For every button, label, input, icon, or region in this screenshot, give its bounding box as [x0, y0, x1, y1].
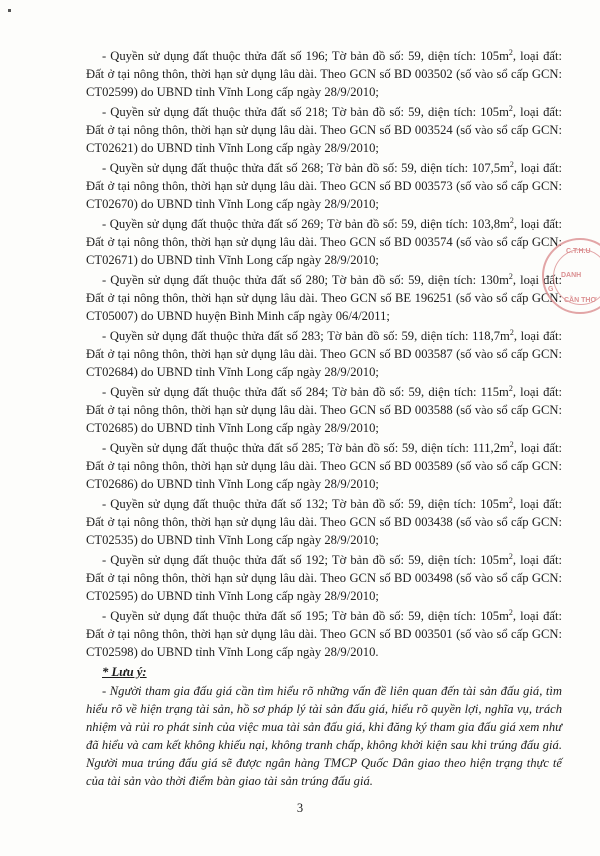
stamp-text-mid: DANH — [561, 272, 582, 279]
land-item-195: - Quyền sử dụng đất thuộc thửa đất số 195; Tờ bản đồ số: 59, diện tích: $105m^2$, loại đất: Đất ở tại nông thôn, thời hạn sử dụng lâu dài. Theo GCN số BD 003501 (số vào sổ cấp GCN: CT02598) do UBND tỉnh Vĩnh Long cấp ngày 28/9/2010. — [86, 607, 562, 659]
land-item-268: - Quyền sử dụng đất thuộc thửa đất số 268; Tờ bản đồ số: 59, diện tích: $107,5m^2$, loại đất: Đất ở tại nông thôn, thời hạn sử dụng lâu dài. Theo GCN số BD 003573 (số vào sổ cấp GCN: CT02670) do UBND tỉnh Vĩnh Long cấp ngày 28/9/2010; — [86, 159, 562, 211]
land-item-218: - Quyền sử dụng đất thuộc thửa đất số 218; Tờ bản đồ số: 59, diện tích: $105m^2$, loại đất: Đất ở tại nông thôn, thời hạn sử dụng lâu dài. Theo GCN số BD 003524 (số vào sổ cấp GCN: CT02621) do UBND tỉnh Vĩnh Long cấp ngày 28/9/2010; — [86, 103, 562, 155]
note-heading-text: * Lưu ý: — [102, 665, 147, 679]
scan-speck — [8, 9, 11, 12]
document-body — [86, 47, 562, 790]
land-item-283: - Quyền sử dụng đất thuộc thửa đất số 283; Tờ bản đồ số: 59, diện tích: $118,7m^2$, loại đất: Đất ở tại nông thôn, thời hạn sử dụng lâu dài. Theo GCN số BD 003587 (số vào sổ cấp GCN: CT02684) do UBND tỉnh Vĩnh Long cấp ngày 28/9/2010; — [86, 327, 563, 379]
page-number: 3 — [296, 801, 304, 815]
land-item-196: - Quyền sử dụng đất thuộc thửa đất số 196; Tờ bản đồ số: 59, diện tích: $105m^2$, loại đất: Đất ở tại nông thôn, thời hạn sử dụng lâu dài. Theo GCN số BD 003502 (số vào sổ cấp GCN: CT02599) do UBND tỉnh Vĩnh Long cấp ngày 28/9/2010; — [86, 47, 562, 99]
stamp-text-left: G — [548, 286, 554, 293]
note-body: - Người tham gia đấu giá cần tìm hiểu rõ những vấn đề liên quan đến tài sản đấu giá, tìm hiểu rõ về hiện trạng tài sản, hồ sơ pháp lý tài sản đấu giá, hiểu rõ quyền lợi, nghĩa vụ, trách nhiệm và rủi ro phát sinh của việc mua tài sản đấu giá, khi đăng ký tham gia đấu giá xem như đã hiểu và cam kết không khiếu nại, không tranh chấp, không khởi kiện sau khi trúng đấu giá. Người mua trúng đấu giá sẽ được ngân hàng TMCP Quốc Dân giao theo hiện trạng thực tế của tài sản vào thời điểm bàn giao tài sản trúng đấu giá. — [86, 684, 562, 788]
note-heading — [86, 663, 562, 681]
land-item-285: - Quyền sử dụng đất thuộc thửa đất số 285; Tờ bản đồ số: 59, diện tích: $111,2m^2$, loại đất: Đất ở tại nông thôn, thời hạn sử dụng lâu dài. Theo GCN số BD 003589 (số vào sổ cấp GCN: CT02686) do UBND tỉnh Vĩnh Long cấp ngày 28/9/2010; — [86, 439, 563, 491]
land-item-269: - Quyền sử dụng đất thuộc thửa đất số 269; Tờ bản đồ số: 59, diện tích: $103,8m^2$, loại đất: Đất ở tại nông thôn, thời hạn sử dụng lâu dài. Theo GCN số BD 003574 (số vào sổ cấp GCN: CT02671) do UBND tỉnh Vĩnh Long cấp ngày 28/9/2010; — [86, 215, 562, 267]
land-item-132: - Quyền sử dụng đất thuộc thửa đất số 132; Tờ bản đồ số: 59, diện tích: $105m^2$, loại đất: Đất ở tại nông thôn, thời hạn sử dụng lâu dài. Theo GCN số BD 003438 (số vào sổ cấp GCN: CT02535) do UBND tỉnh Vĩnh Long cấp ngày 28/9/2010; — [86, 495, 562, 547]
land-item-192: - Quyền sử dụng đất thuộc thửa đất số 192; Tờ bản đồ số: 59, diện tích: $105m^2$, loại đất: Đất ở tại nông thôn, thời hạn sử dụng lâu dài. Theo GCN số BD 003498 (số vào sổ cấp GCN: CT02595) do UBND tỉnh Vĩnh Long cấp ngày 28/9/2010; — [86, 551, 562, 603]
land-item-280: - Quyền sử dụng đất thuộc thửa đất số 280; Tờ bản đồ số: 59, diện tích: $130m^2$, loại đất: Đất ở tại nông thôn, thời hạn sử dụng lâu dài. Theo GCN số BE 196251 (số vào sổ cấp GCN: CT05007) do UBND huyện Bình Minh cấp ngày 06/4/2011; — [86, 271, 562, 323]
stamp-text-bottom: CẦN THƠ — [564, 297, 597, 304]
stamp-text-top: C.T.H.U — [566, 248, 591, 255]
land-item-284: - Quyền sử dụng đất thuộc thửa đất số 284; Tờ bản đồ số: 59, diện tích: $115m^2$, loại đất: Đất ở tại nông thôn, thời hạn sử dụng lâu dài. Theo GCN số BD 003588 (số vào sổ cấp GCN: CT02685) do UBND tỉnh Vĩnh Long cấp ngày 28/9/2010; — [86, 383, 562, 435]
